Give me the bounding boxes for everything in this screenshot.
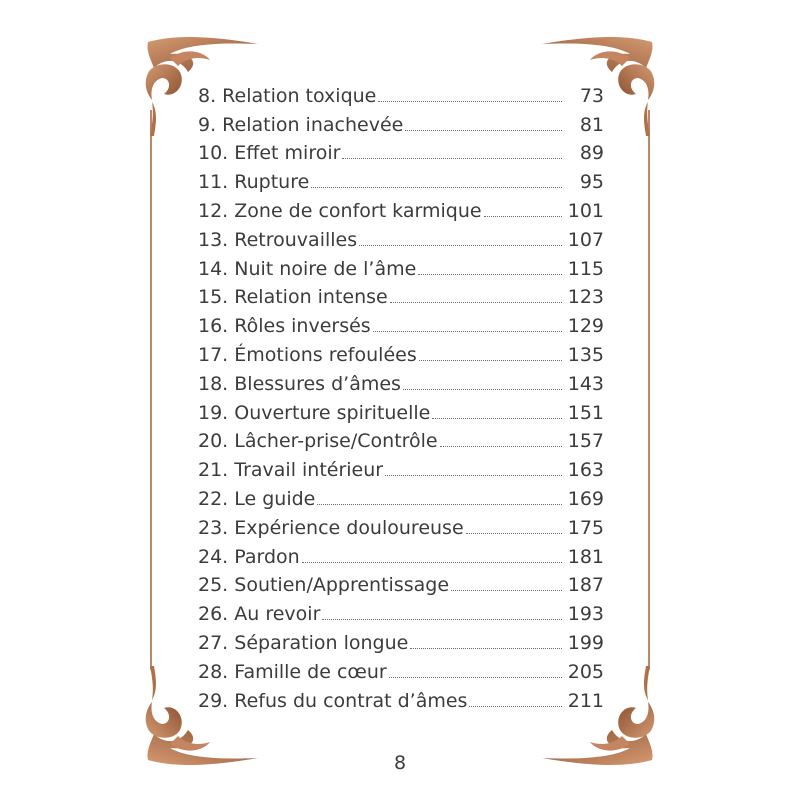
dot-leader (451, 590, 562, 591)
dot-leader (342, 158, 562, 159)
toc-entry[interactable] (198, 280, 604, 309)
dot-leader (440, 446, 562, 447)
toc-entry-page: 175 (567, 516, 604, 539)
dot-leader (432, 418, 561, 419)
toc-entry-page: 89 (579, 142, 604, 165)
left-border-rule (150, 110, 152, 670)
toc-entry-page: 123 (567, 286, 604, 309)
toc-entry[interactable] (198, 510, 604, 539)
dot-leader (419, 360, 562, 361)
toc-entry-page: 181 (567, 545, 604, 568)
toc-entry[interactable] (198, 452, 604, 481)
toc-entry-title: 14. Nuit noire de l’âme (198, 257, 417, 280)
toc-entry-page: 81 (579, 113, 604, 136)
toc-entry[interactable] (198, 424, 604, 453)
dot-leader (317, 504, 561, 505)
dot-leader (385, 475, 562, 476)
toc-entry[interactable] (198, 481, 604, 510)
dot-leader (378, 101, 562, 102)
toc-entry-title: 12. Zone de confort karmique (198, 199, 482, 222)
toc-entry-title: 29. Refus du contrat d’âmes (198, 689, 468, 712)
dot-leader (302, 562, 562, 563)
toc-entry[interactable] (198, 395, 604, 424)
toc-entry[interactable] (198, 136, 604, 165)
toc-entry[interactable] (198, 251, 604, 280)
toc-entry[interactable] (198, 596, 604, 625)
dot-leader (418, 274, 561, 275)
toc-entry-title: 16. Rôles inversés (198, 315, 371, 338)
toc-entry-page: 107 (567, 228, 604, 251)
toc-entry-title: 11. Rupture (198, 171, 310, 194)
page-number: 8 (393, 752, 407, 774)
toc-entry[interactable] (198, 107, 604, 136)
toc-entry[interactable] (198, 625, 604, 654)
dot-leader (410, 648, 561, 649)
toc-entry[interactable] (198, 654, 604, 683)
toc-entry-page: 163 (567, 459, 604, 482)
toc-entry-page: 193 (567, 603, 604, 626)
dot-leader (403, 389, 562, 390)
dot-leader (322, 619, 561, 620)
toc-entry-title: 25. Soutien/Apprentissage (198, 574, 450, 597)
toc-entry[interactable] (198, 164, 604, 193)
toc-entry-title: 15. Relation intense (198, 286, 388, 309)
toc-entry-title: 28. Famille de cœur (198, 660, 387, 683)
toc-entry-title: 8. Relation toxique (198, 84, 377, 107)
toc-entry-page: 115 (567, 257, 604, 280)
toc-entry-title: 22. Le guide (198, 487, 316, 510)
toc-entry-title: 20. Lâcher-prise/Contrôle (198, 430, 438, 453)
toc-entry[interactable] (198, 539, 604, 568)
toc-entry-title: 24. Pardon (198, 545, 300, 568)
toc-entry-title: 21. Travail intérieur (198, 459, 384, 482)
toc-entry-title: 27. Séparation longue (198, 631, 409, 654)
toc-entry-page: 135 (567, 343, 604, 366)
dot-leader (373, 331, 562, 332)
dot-leader (359, 245, 562, 246)
toc-entry-title: 13. Retrouvailles (198, 228, 358, 251)
toc-entry-page: 187 (567, 574, 604, 597)
toc-entry[interactable] (198, 366, 604, 395)
toc-entry-page: 95 (579, 171, 604, 194)
dot-leader (389, 677, 562, 678)
dot-leader (405, 130, 562, 131)
toc-entry-page: 211 (567, 689, 604, 712)
toc-entry-title: 18. Blessures d’âmes (198, 372, 401, 395)
toc-entry[interactable] (198, 683, 604, 712)
toc-entry-page: 199 (567, 631, 604, 654)
toc-entry[interactable] (198, 568, 604, 597)
dot-leader (311, 187, 562, 188)
toc-entry[interactable] (198, 78, 604, 107)
toc-entry[interactable] (198, 337, 604, 366)
toc-entry-page: 151 (567, 401, 604, 424)
toc-entry[interactable] (198, 308, 604, 337)
right-border-rule (648, 110, 650, 670)
toc-entry-title: 10. Effet miroir (198, 142, 341, 165)
toc-entry-title: 23. Expérience douloureuse (198, 516, 464, 539)
toc-entry-page: 157 (567, 430, 604, 453)
dot-leader (484, 216, 562, 217)
toc-entry-page: 205 (567, 660, 604, 683)
toc-entry[interactable] (198, 222, 604, 251)
toc-entry-title: 19. Ouverture spirituelle (198, 401, 431, 424)
dot-leader (469, 706, 561, 707)
toc-entry[interactable] (198, 193, 604, 222)
table-of-contents (198, 78, 604, 712)
toc-entry-page: 169 (567, 487, 604, 510)
dot-leader (466, 533, 562, 534)
toc-entry-title: 9. Relation inachevée (198, 113, 404, 136)
dot-leader (390, 302, 562, 303)
toc-entry-page: 129 (567, 315, 604, 338)
toc-entry-page: 143 (567, 372, 604, 395)
toc-entry-title: 26. Au revoir (198, 603, 321, 626)
toc-entry-page: 101 (567, 199, 604, 222)
toc-entry-page: 73 (579, 84, 604, 107)
toc-entry-title: 17. Émotions refoulées (198, 343, 417, 366)
